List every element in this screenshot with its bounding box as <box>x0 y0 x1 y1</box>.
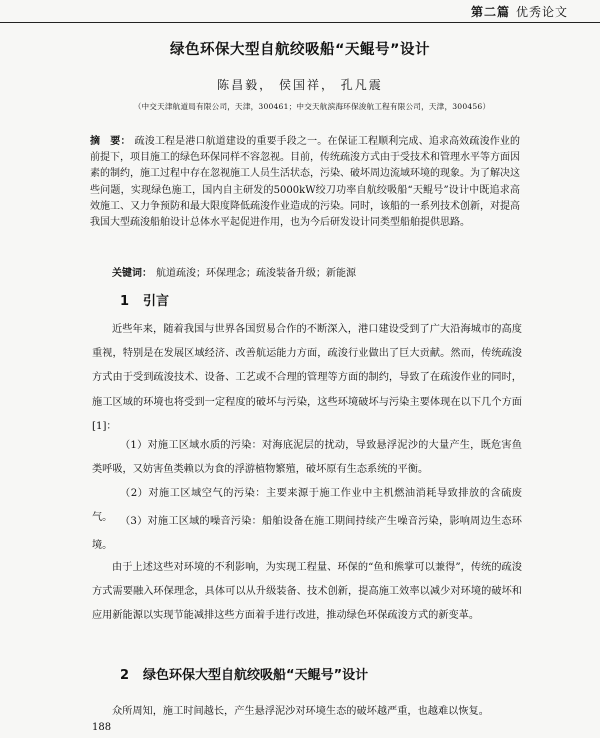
section-heading-1 <box>120 290 169 309</box>
keywords <box>112 264 532 279</box>
keywords-text: 航道疏浚；环保理念；疏浚装备升级；新能源 <box>156 268 356 279</box>
keywords-label: 关键词： <box>112 268 152 279</box>
running-header <box>0 0 600 23</box>
abstract-text: 疏浚工程是港口航道建设的重要手段之一。在保证工程顺利完成、追求高效疏浚作业的前提下，项目施工的绿色环保同样不容忽视。目前，传统疏浚方式由于受技术和管理水平等方面因素的制约，施工过程中存在忽视施工人员生活状态，污染、破坏周边流域环境的现象。为了解决这些问题，实现绿色施工，国内自主研发的5000kW绞刀功率自航绞吸船“天鲲号”设计中既追求高效施工、又力争预防和最大限度降低疏浚作业造成的污染。同时，该船的一系列技术创新，对提高我国大型疏浚船舶设计总体水平起促进作用，也为今后研发设计同类型船舶提供思路。 <box>90 136 521 229</box>
page-number: 188 <box>92 722 112 733</box>
abstract <box>90 134 520 231</box>
abstract-label: 摘 要： <box>90 136 131 147</box>
section-title: 绿色环保大型自航绞吸船“天鲲号”设计 <box>143 668 369 683</box>
paragraph: 由于上述这些对环境的不利影响，为实现工程量、环保的“鱼和熊掌可以兼得”，传统的疏浚方式需要融入环保理念，具体可以从升级装备、技术创新，提高施工效率以减少对环境的破坏和应用新能源以实现节能减排这些方面着手进行改进，推动绿色环保疏浚方式的新变革。 <box>92 562 522 622</box>
header-type: 优秀论文 <box>515 5 568 19</box>
section-title: 引言 <box>143 294 170 309</box>
section-number: 1 <box>120 294 130 309</box>
paper-title: 绿色环保大型自航绞吸船“天鲲号”设计 <box>169 42 431 58</box>
section-heading-2 <box>120 664 368 683</box>
paragraph: 众所周知，施工时间越长，产生悬浮泥沙对环境生态的破坏越严重，也越难以恢复。 <box>112 706 489 717</box>
paper-authors: 陈昌毅， 侯国祥， 孔凡震 <box>217 78 383 92</box>
paragraph: 近些年来，随着我国与世界各国贸易合作的不断深入，港口建设受到了广大沿海城市的高度重视，特别是在发展区域经济、改善航运能力方面，疏浚行业做出了巨大贡献。然而，传统疏浚方式由于受到疏浚技术、设备、工艺或不合理的管理等方面的制约，导致了在疏浚作业的同时，施工区域的环境也将受到一定程度的破坏与污染，这些环境破坏与污染主要体现在以下几个方面[1]： <box>92 324 522 432</box>
list-item: （2）对施工区域空气的污染：主要来源于施工作业中主机燃油消耗导致排放的含硫废气。 <box>92 488 522 524</box>
paper-affiliation: （中交天津航道局有限公司，天津，300461；中交天航滨海环保浚航工程有限公司，天津，300456） <box>133 102 491 111</box>
list-item: （1）对施工区域水质的污染：对海底泥层的扰动，导致悬浮泥沙的大量产生，既危害鱼类呼吸，又妨害鱼类赖以为食的浮游植物繁殖，破坏原有生态系统的平衡。 <box>92 440 522 476</box>
header-section: 第二篇 <box>470 5 510 19</box>
list-item: （3）对施工区域的噪音污染：船舶设备在施工期间持续产生噪音污染，影响周边生态环境。 <box>92 516 522 552</box>
section-number: 2 <box>120 668 130 683</box>
